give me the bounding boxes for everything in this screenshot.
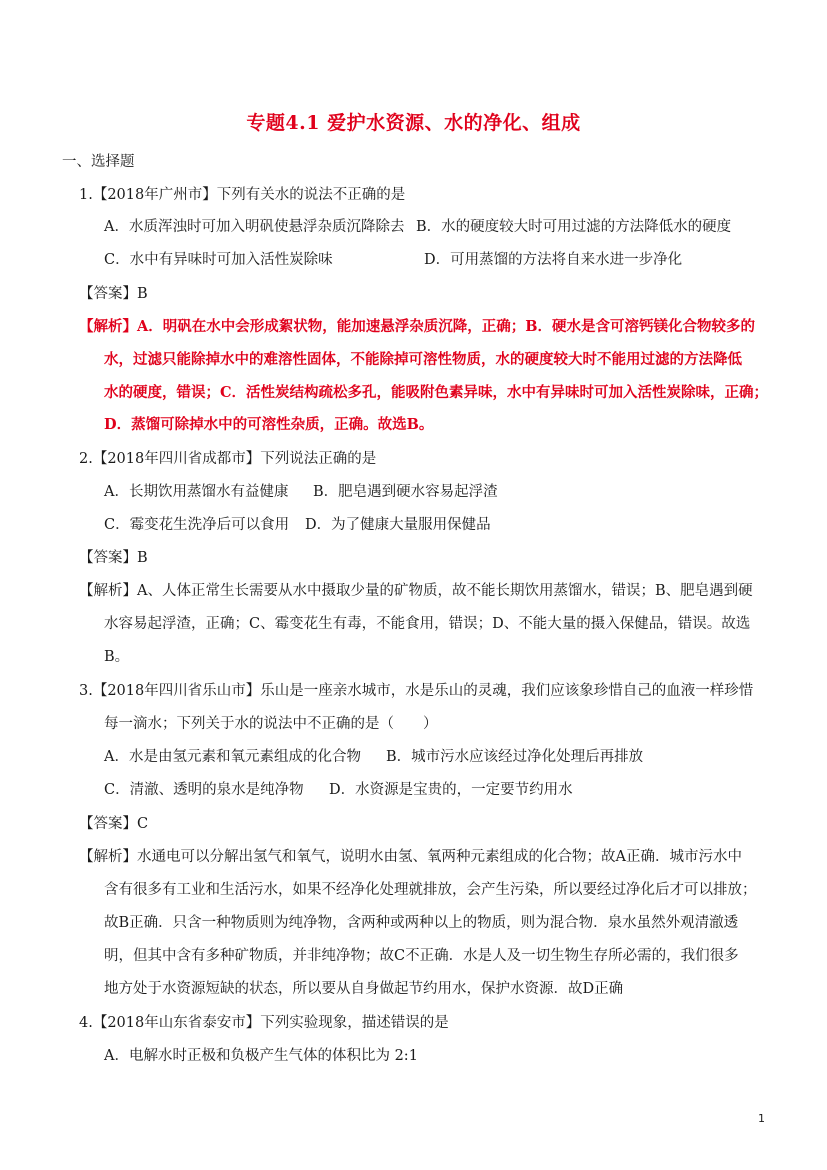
q2-answer: 【答案】B (79, 550, 148, 566)
section-heading: 一、选择题 (62, 154, 135, 170)
q3-analysis-line: 故B正确．只含一种物质则为纯净物，含两种或两种以上的物质，则为混合物．泉水虽然外观清澈透 (104, 915, 739, 931)
q3-stem-line: 3.【2018年四川省乐山市】乐山是一座亲水城市，水是乐山的灵魂，我们应该象珍惜自己的血液一样珍惜 (79, 683, 754, 699)
document-title: 专题4.1 爱护水资源、水的净化、组成 (246, 112, 581, 134)
q1-analysis-line: 水，过滤只能除掉水中的难溶性固体，不能除掉可溶性物质，水的硬度较大时不能用过滤的方法降低 (104, 351, 742, 368)
q3-option-c: C．清澈、透明的泉水是纯净物 (104, 782, 304, 798)
q3-stem-line: 每一滴水；下列关于水的说法中不正确的是（ ） (104, 716, 438, 732)
q2-option-a: A．长期饮用蒸馏水有益健康 (104, 484, 289, 500)
q1-answer: 【答案】B (79, 286, 148, 302)
q3-analysis-line: 【解析】水通电可以分解出氢气和氧气，说明水由氢、氧两种元素组成的化合物；故A正确．城市污水中 (79, 849, 742, 865)
q1-option-d: D．可用蒸馏的方法将自来水进一步净化 (424, 252, 683, 268)
q3-option-b: B．城市污水应该经过净化处理后再排放 (386, 749, 644, 765)
q1-option-b: B．水的硬度较大时可用过滤的方法降低水的硬度 (416, 219, 732, 235)
q1-stem: 1.【2018年广州市】下列有关水的说法不正确的是 (79, 187, 406, 203)
q3-analysis-line: 含有很多有工业和生活污水，如果不经净化处理就排放，会产生污染，所以要经过净化后才可以排放； (104, 882, 757, 898)
q1-analysis-line: 【解析】A．明矾在水中会形成絮状物，能加速悬浮杂质沉降，正确；B．硬水是含可溶钙镁化合物较多的 (79, 318, 756, 335)
q1-option-c: C．水中有异味时可加入活性炭除味 (104, 252, 333, 268)
q2-analysis-line: 【解析】A、人体正常生长需要从水中摄取少量的矿物质，故不能长期饮用蒸馏水，错误；B、肥皂遇到硬 (79, 583, 753, 599)
q2-option-b: B．肥皂遇到硬水容易起浮渣 (313, 484, 498, 500)
q2-analysis-line: 水容易起浮渣，正确；C、霉变花生有毒，不能食用，错误；D、不能大量的摄入保健品，错误。故选 (104, 616, 751, 632)
page-number: 1 (758, 1112, 765, 1125)
q4-stem: 4.【2018年山东省泰安市】下列实验现象，描述错误的是 (79, 1015, 449, 1031)
q2-analysis-line: B。 (104, 649, 130, 665)
q3-option-d: D．水资源是宝贵的，一定要节约用水 (329, 782, 573, 798)
q2-option-c: C．霉变花生洗净后可以食用 (104, 517, 290, 533)
q3-answer: 【答案】C (79, 816, 149, 832)
q1-analysis-line: D．蒸馏可除掉水中的可溶性杂质，正确。故选B。 (104, 416, 434, 433)
q1-option-a: A．水质浑浊时可加入明矾使悬浮杂质沉降除去 (104, 219, 405, 235)
q4-option-a: A．电解水时正极和负极产生气体的体积比为 2:1 (104, 1048, 418, 1064)
q3-analysis-line: 明，但其中含有多种矿物质，并非纯净物；故C不正确．水是人及一切生物生存所必需的，我们很多 (104, 948, 739, 964)
q2-stem: 2.【2018年四川省成都市】下列说法正确的是 (79, 451, 377, 467)
q2-option-d: D．为了健康大量服用保健品 (305, 517, 491, 533)
q1-analysis-line: 水的硬度，错误；C．活性炭结构疏松多孔，能吸附色素异味，水中有异味时可加入活性炭除味，正确； (104, 384, 769, 401)
q3-analysis-line: 地方处于水资源短缺的状态，所以要从自身做起节约用水，保护水资源．故D正确 (104, 981, 624, 997)
q3-option-a: A．水是由氢元素和氧元素组成的化合物 (104, 749, 361, 765)
